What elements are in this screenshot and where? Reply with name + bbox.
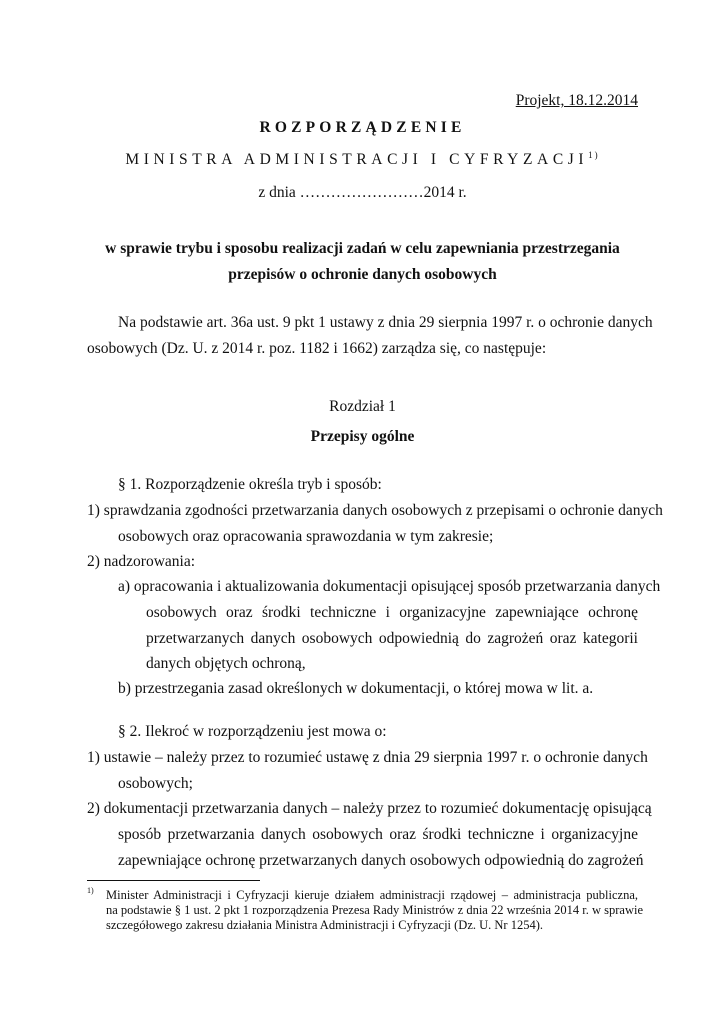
preamble-line-2: osobowych (Dz. U. z 2014 r. poz. 1182 i 1662) zarządza się, co następuje: [87, 340, 547, 357]
par1-item2a-line1: a) opracowania i aktualizowania dokumentacji opisującej sposób przetwarzania danych [118, 578, 661, 595]
document-type-title: ROZPORZĄDZENIE [259, 119, 466, 136]
par2-intro: § 2. Ilekroć w rozporządzeniu jest mowa o: [118, 723, 387, 740]
par1-item2a-line3: przetwarzanych danych osobowych odpowiednią do zagrożeń oraz kategorii [146, 630, 638, 647]
par1-item2a-line4: danych objętych ochroną, [146, 655, 306, 672]
footnote-line-3: szczegółowego zakresu działania Ministra Administracji i Cyfryzacji (Dz. U. Nr 1254). [106, 918, 544, 932]
par2-item1-line1: 1) ustawie – należy przez to rozumieć ustawę z dnia 29 sierpnia 1997 r. o ochronie danych [87, 749, 648, 766]
footnote-separator [87, 880, 260, 881]
chapter-title: Przepisy ogólne [310, 428, 415, 445]
preamble-line-1: Na podstawie art. 36a ust. 9 pkt 1 ustawy z dnia 29 sierpnia 1997 r. o ochronie danych [118, 314, 653, 331]
par2-item2-line2: sposób przetwarzania danych osobowych oraz środki techniczne i organizacyjne [118, 826, 638, 843]
project-date-label: Projekt, 18.12.2014 [515, 92, 638, 109]
par1-item2a-line2: osobowych oraz środki techniczne i organizacyjne zapewniające ochronę [146, 604, 638, 621]
issuer-footnote-ref: 1) [588, 150, 600, 160]
issuer-name: MINISTRA ADMINISTRACJI I CYFRYZACJI [125, 151, 589, 168]
par2-item2-line3: zapewniające ochronę przetwarzanych danych osobowych odpowiednią do zagrożeń [118, 852, 644, 869]
subject-line-2: przepisów o ochronie danych osobowych [228, 266, 497, 283]
footnote-line-2: na podstawie § 1 ust. 2 pkt 1 rozporządzenia Prezesa Rady Ministrów z dnia 22 września 2014 r. w sprawie [106, 903, 644, 917]
footnote-mark: 1) [87, 886, 94, 895]
par1-item2: 2) nadzorowania: [87, 553, 196, 570]
par2-item2-line1: 2) dokumentacji przetwarzania danych – należy przez to rozumieć dokumentację opisującą [87, 800, 652, 817]
par2-item1-line2: osobowych; [118, 775, 193, 792]
chapter-number: Rozdział 1 [329, 398, 396, 415]
par1-item1-line1: 1) sprawdzania zgodności przetwarzania danych osobowych z przepisami o ochronie danych [87, 502, 663, 519]
footnote-line-1: Minister Administracji i Cyfryzacji kieruje działem administracji rządowej – administracja publiczna, [106, 888, 638, 902]
date-line: z dnia ……………………2014 r. [258, 184, 467, 201]
par1-item2b: b) przestrzegania zasad określonych w dokumentacji, o której mowa w lit. a. [118, 680, 594, 697]
par1-intro: § 1. Rozporządzenie określa tryb i sposób: [118, 476, 382, 493]
issuer-heading [0, 150, 725, 169]
par1-item1-line2: osobowych oraz opracowania sprawozdania w tym zakresie; [118, 528, 494, 545]
subject-line-1: w sprawie trybu i sposobu realizacji zadań w celu zapewniania przestrzegania [105, 240, 620, 257]
